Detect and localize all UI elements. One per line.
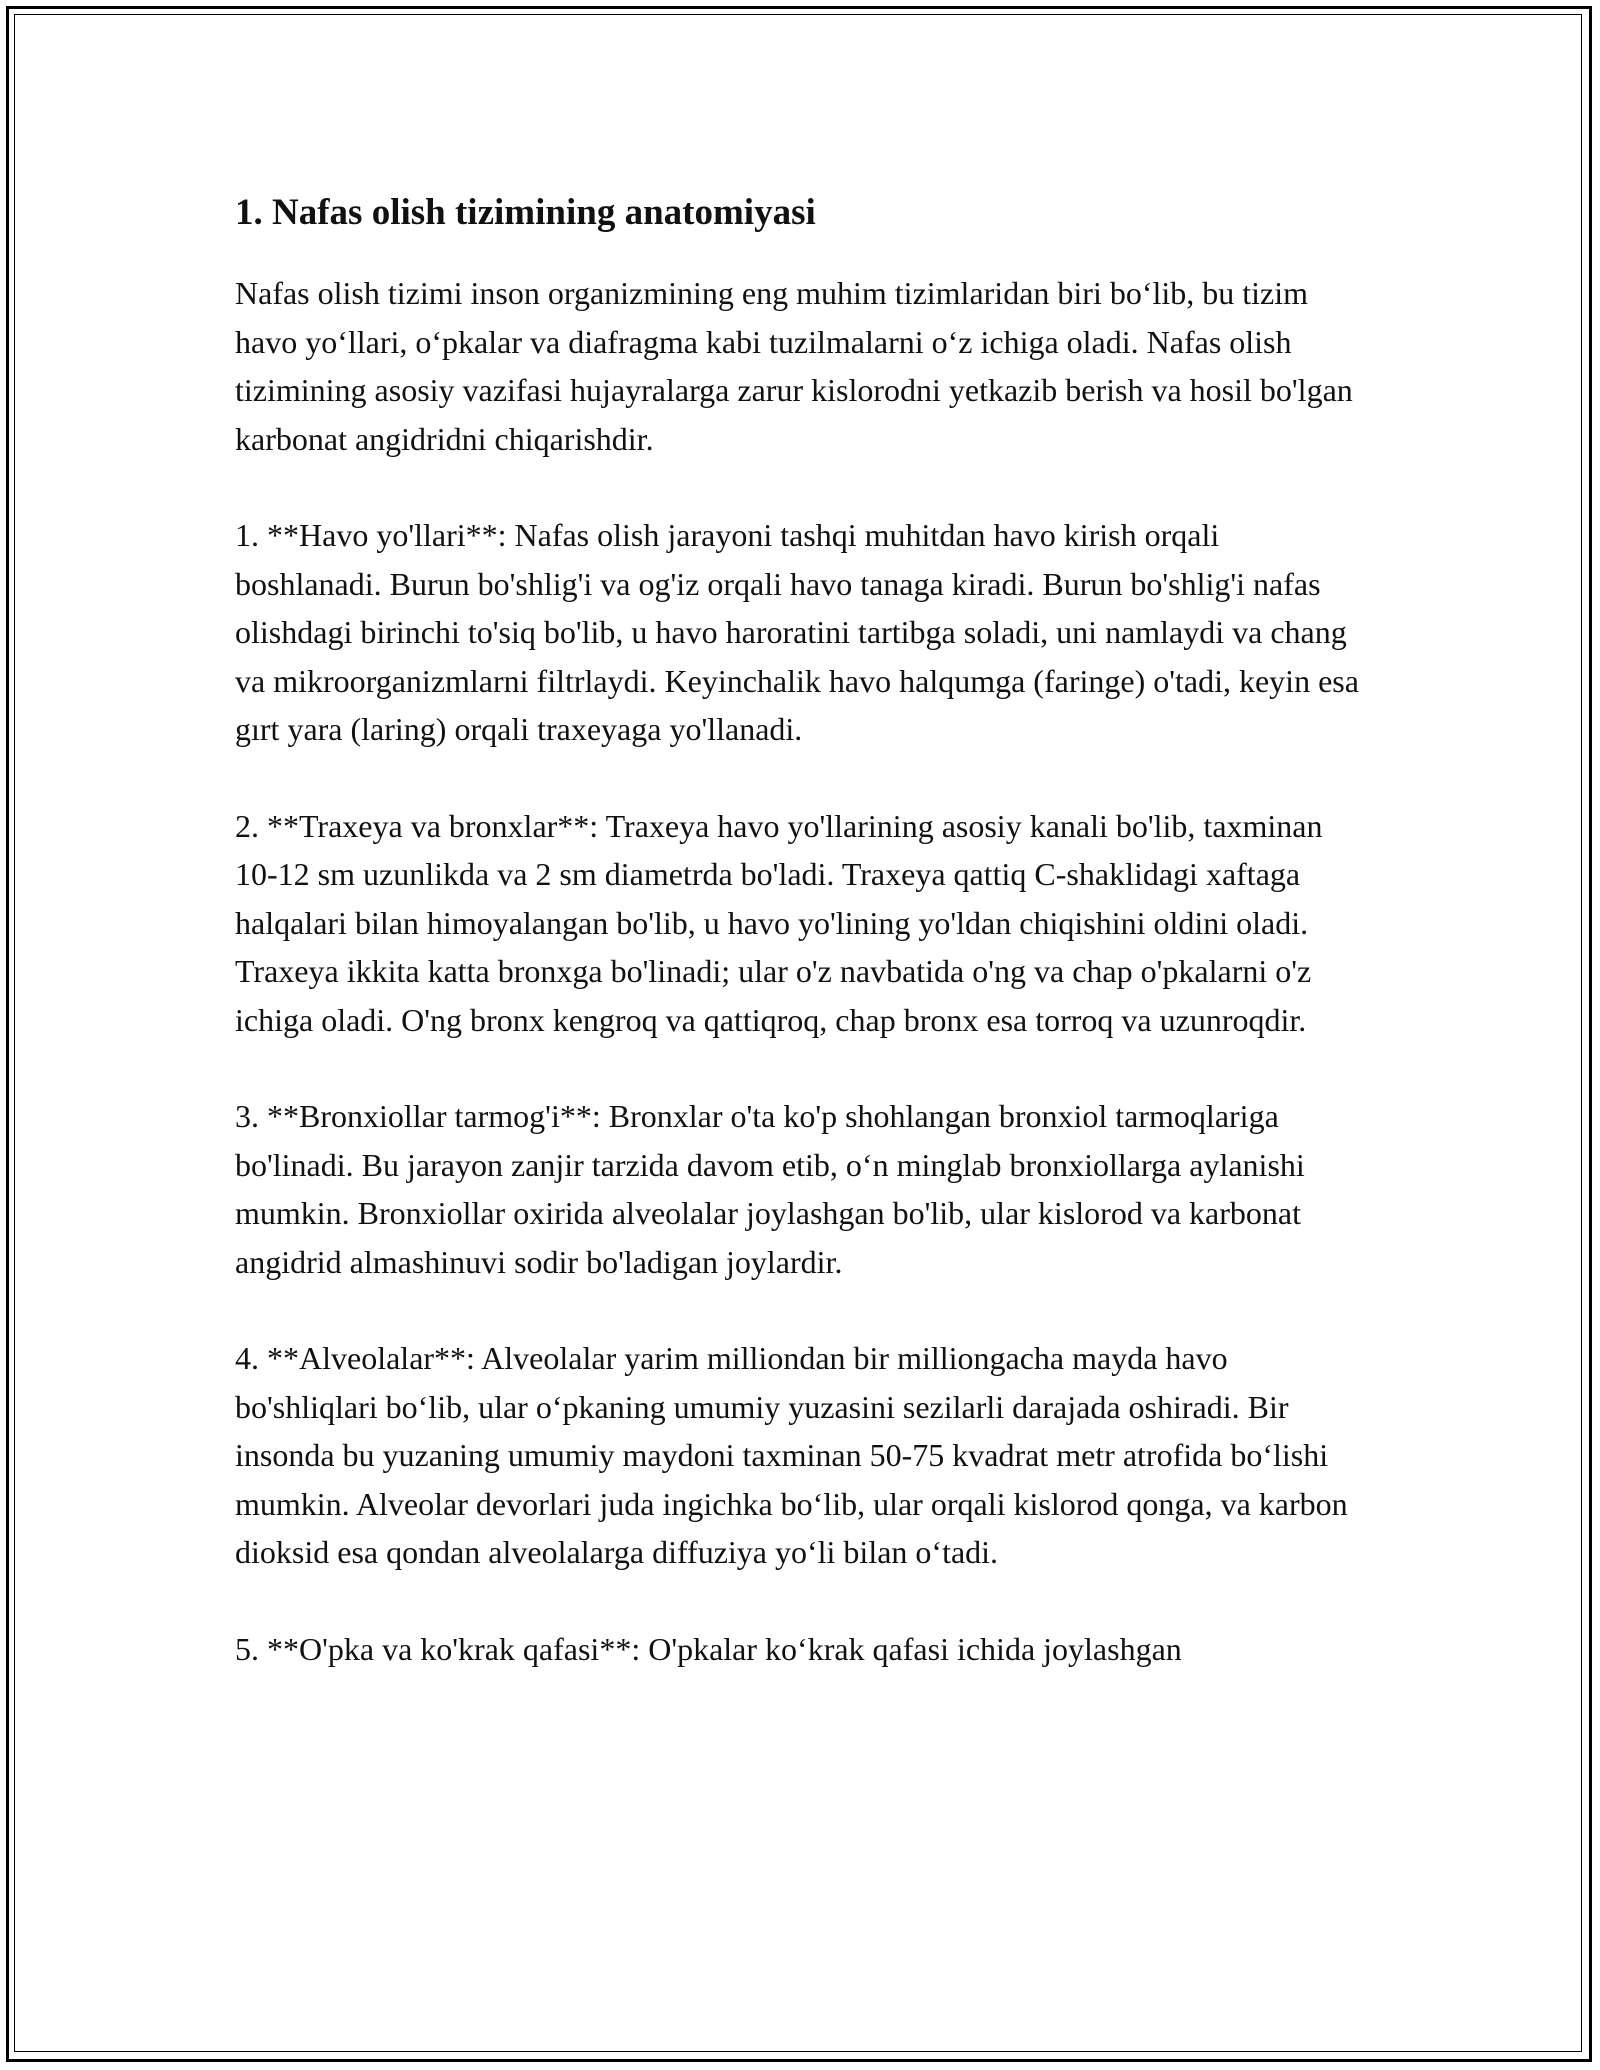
document-page (235, 185, 1370, 1721)
paragraph-lungs-chest: 5. **O'pka va ko'krak qafasi**: O'pkalar ko‘krak qafasi ichida joylashgan (235, 1630, 1182, 1667)
paragraph-alveoli: 4. **Alveolalar**: Alveolalar yarim milliondan bir milliongacha mayda havo bo'shliqlari bo‘lib, ular o‘pkaning umumiy yuzasini sezilarli darajada oshiradi. Bir insonda bu yuzaning umumiy maydoni taxminan 50-75 kvadrat metr atrofida bo‘lishi mumkin. Alveolar devorlari juda ingichka bo‘lib, ular orqali kislorod qonga, va karbon dioksid esa qondan alveolalarga diffuziya yo‘li bilan o‘tadi. (235, 1340, 1348, 1570)
paragraph-bronchioles: 3. **Bronxiollar tarmog'i**: Bronxlar o'ta ko'p shohlangan bronxiol tarmoqlariga bo'linadi. Bu jarayon zanjir tarzida davom etib, o‘n minglab bronxiollarga aylanishi mumkin. Bronxiollar oxirida alveolalar joylashgan bo'lib, ular kislorod va karbonat angidrid almashinuvi sodir bo'ladigan joylardir. (235, 1098, 1305, 1280)
paragraph-trachea-bronchi: 2. **Traxeya va bronxlar**: Traxeya havo yo'llarining asosiy kanali bo'lib, taxminan 10-12 sm uzunlikda va 2 sm diametrda bo'ladi. Traxeya qattiq C-shaklidagi xaftaga halqalari bilan himoyalangan bo'lib, u havo yo'lining yo'ldan chiqishini oldini oladi. Traxeya ikkita katta bronxga bo'linadi; ular o'z navbatida o'ng va chap o'pkalarni o'z ichiga oladi. O'ng bronx kengroq va qattiqroq, chap bronx esa torroq va uzunroqdir. (235, 807, 1323, 1038)
section-heading: 1. Nafas olish tizimining anatomiyasi (235, 192, 816, 233)
intro-paragraph: Nafas olish tizimi inson organizmining eng muhim tizimlaridan biri bo‘lib, bu tizim havo yo‘llari, o‘pkalar va diafragma kabi tuzilmalarni o‘z ichiga oladi. Nafas olish tizimining asosiy vazifasi hujayralarga zarur kislorodni yetkazib berish va hosil bo'lgan karbonat angidridni chiqarishdir. (235, 275, 1353, 457)
paragraph-airways: 1. **Havo yo'llari**: Nafas olish jarayoni tashqi muhitdan havo kirish orqali boshlanadi. Burun bo'shlig'i va og'iz orqali havo tanaga kiradi. Burun bo'shlig'i nafas olishdagi birinchi to'siq bo'lib, u havo haroratini tartibga soladi, uni namlaydi va chang va mikroorganizmlarni filtrlaydi. Keyinchalik havo halqumga (faringe) o'tadi, keyin esa gırt yara (laring) orqali traxeyaga yo'llanadi. (235, 517, 1359, 747)
